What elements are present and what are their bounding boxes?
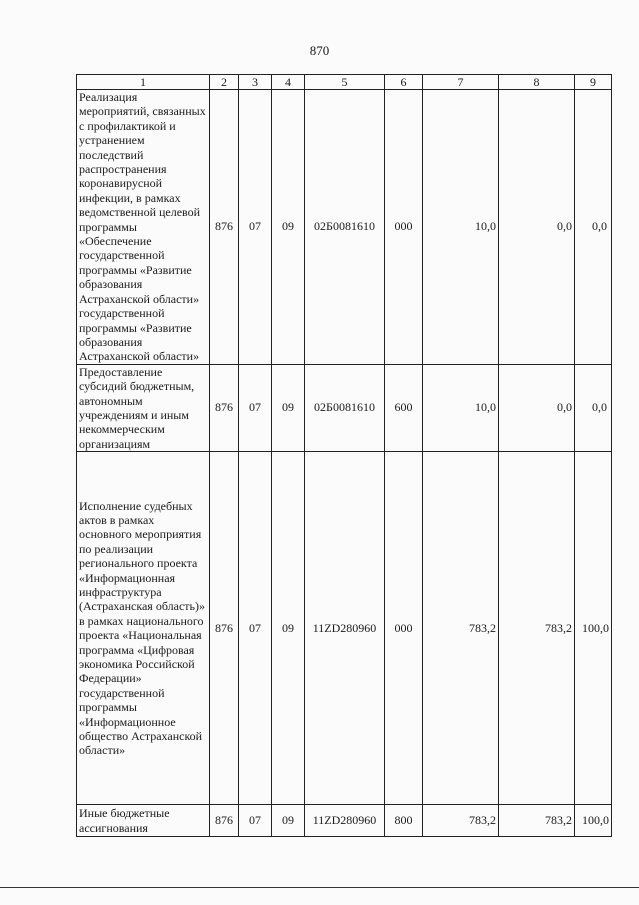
code-cell: 876	[210, 452, 239, 805]
column-header: 3	[239, 75, 272, 90]
code-cell: 876	[210, 805, 239, 837]
column-header: 5	[305, 75, 385, 90]
row-description: Исполнение судебных актов в рамках основного мероприятия по реализации регионального проекта «Информационная инфраструктура (Астраханская область)» в рамках национального проекта «Национальная программа «Цифровая экономика Российской Федерации» государственной программы «Информационное общество Астраханской области»	[77, 452, 210, 805]
row-description: Иные бюджетные ассигнования	[77, 805, 210, 837]
code-cell: 07	[239, 90, 272, 365]
code-cell: 09	[272, 90, 305, 365]
value-cell: 0,0	[575, 364, 612, 451]
value-cell: 783,2	[499, 805, 575, 837]
budget-table	[76, 74, 612, 837]
code-cell: 876	[210, 364, 239, 451]
code-cell: 09	[272, 805, 305, 837]
header-row	[77, 75, 612, 90]
column-header: 6	[385, 75, 423, 90]
column-header: 4	[272, 75, 305, 90]
table-row	[77, 90, 612, 365]
value-cell: 100,0	[575, 452, 612, 805]
code-cell: 09	[272, 364, 305, 451]
column-header: 8	[499, 75, 575, 90]
code-cell: 07	[239, 364, 272, 451]
row-description: Предоставление субсидий бюджетным, автономным учреждениям и иным некоммерческим организациям	[77, 364, 210, 451]
value-cell: 783,2	[423, 452, 499, 805]
value-cell: 783,2	[499, 452, 575, 805]
value-cell: 0,0	[575, 90, 612, 365]
page-bottom-rule	[0, 887, 639, 888]
code-cell: 800	[385, 805, 423, 837]
code-cell: 000	[385, 452, 423, 805]
value-cell: 0,0	[499, 364, 575, 451]
value-cell: 100,0	[575, 805, 612, 837]
code-cell: 600	[385, 364, 423, 451]
code-cell: 02Б0081610	[305, 90, 385, 365]
value-cell: 10,0	[423, 90, 499, 365]
column-header: 1	[77, 75, 210, 90]
table-row	[77, 364, 612, 451]
row-description: Реализация мероприятий, связанных с профилактикой и устранением последствий распространения коронавирусной инфекции, в рамках ведомственной целевой программы «Обеспечение государственной программы «Развитие образования Астраханской области» государственной программы «Развитие образования Астраханской области»	[77, 90, 210, 365]
code-cell: 02Б0081610	[305, 364, 385, 451]
column-header: 2	[210, 75, 239, 90]
value-cell: 10,0	[423, 364, 499, 451]
code-cell: 09	[272, 452, 305, 805]
code-cell: 000	[385, 90, 423, 365]
page-number: 870	[309, 43, 330, 58]
code-cell: 07	[239, 452, 272, 805]
code-cell: 11ZD280960	[305, 805, 385, 837]
code-cell: 876	[210, 90, 239, 365]
column-header: 7	[423, 75, 499, 90]
table-row	[77, 805, 612, 837]
table-row	[77, 452, 612, 805]
column-header: 9	[575, 75, 612, 90]
value-cell: 0,0	[499, 90, 575, 365]
value-cell: 783,2	[423, 805, 499, 837]
code-cell: 11ZD280960	[305, 452, 385, 805]
code-cell: 07	[239, 805, 272, 837]
